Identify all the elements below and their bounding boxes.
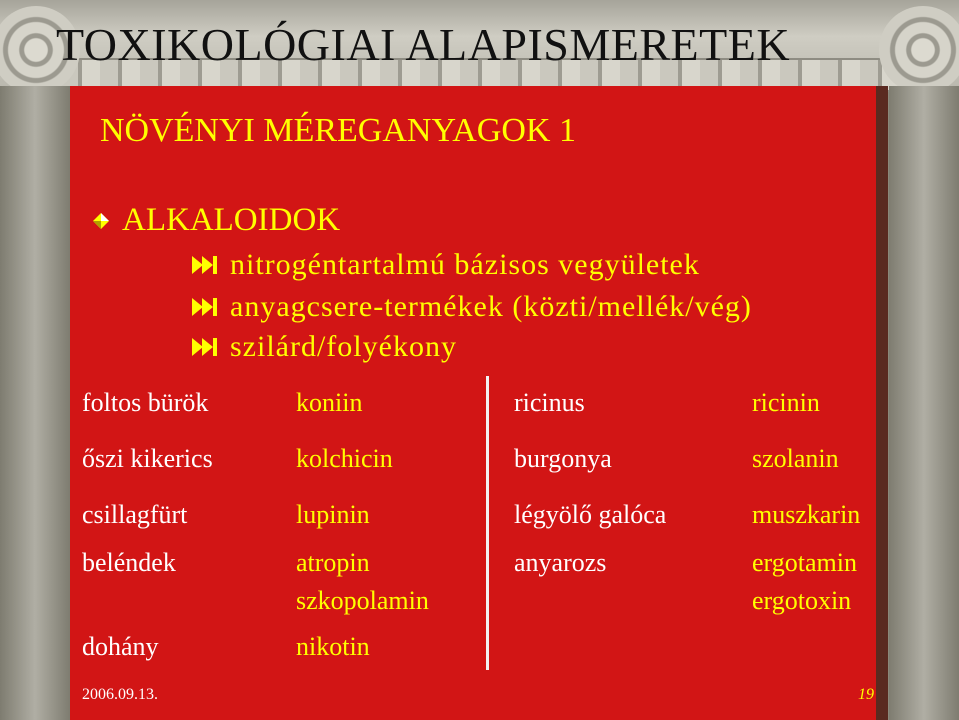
sub-item	[192, 290, 752, 324]
fast-forward-icon	[192, 296, 218, 318]
plant-name: légyölő galóca	[514, 500, 667, 529]
plant-name: dohány	[82, 632, 159, 661]
column-divider	[486, 376, 489, 670]
sub-item-label: szilárd/folyékony	[230, 330, 457, 363]
compound-name: kolchicin	[296, 444, 393, 473]
compound-name: ergotoxin	[752, 586, 852, 615]
plant-name: burgonya	[514, 444, 612, 473]
diamond-bullet-icon	[92, 212, 110, 230]
column-left	[0, 86, 70, 720]
plant-name: anyarozs	[514, 548, 607, 577]
plant-name: őszi kikerics	[82, 444, 213, 473]
compound-name: ergotamin	[752, 548, 857, 577]
plant-name: foltos bürök	[82, 388, 209, 417]
page-title: TOXIKOLÓGIAI ALAPISMERETEK	[56, 19, 791, 70]
footer-date: 2006.09.13.	[82, 686, 158, 703]
compound-name: lupinin	[296, 500, 370, 529]
compound-name: ricinin	[752, 388, 820, 417]
plant-name: ricinus	[514, 388, 585, 417]
section-label: ALKALOIDOK	[122, 202, 341, 238]
volute-ornament-right	[879, 6, 959, 94]
sub-item	[192, 248, 700, 282]
compound-name: szkopolamin	[296, 586, 429, 615]
plant-name: csillagfürt	[82, 500, 188, 529]
sub-item	[192, 330, 457, 364]
sub-item-label: nitrogéntartalmú bázisos vegyületek	[230, 248, 700, 281]
slide-shadow	[876, 86, 888, 720]
fast-forward-icon	[192, 254, 218, 276]
plant-name: beléndek	[82, 548, 176, 577]
fast-forward-icon	[192, 336, 218, 358]
compound-name: szolanin	[752, 444, 839, 473]
compound-name: atropin	[296, 548, 370, 577]
sub-item-label: anyagcsere-termékek (közti/mellék/vég)	[230, 290, 752, 323]
page-subtitle: NÖVÉNYI MÉREGANYAGOK 1	[100, 112, 576, 149]
compound-name: muszkarin	[752, 500, 861, 529]
column-right	[889, 86, 959, 720]
section-bullet	[92, 202, 340, 239]
compound-name: nikotin	[296, 632, 370, 661]
compound-name: koniin	[296, 388, 363, 417]
page-number: 19	[858, 686, 874, 703]
